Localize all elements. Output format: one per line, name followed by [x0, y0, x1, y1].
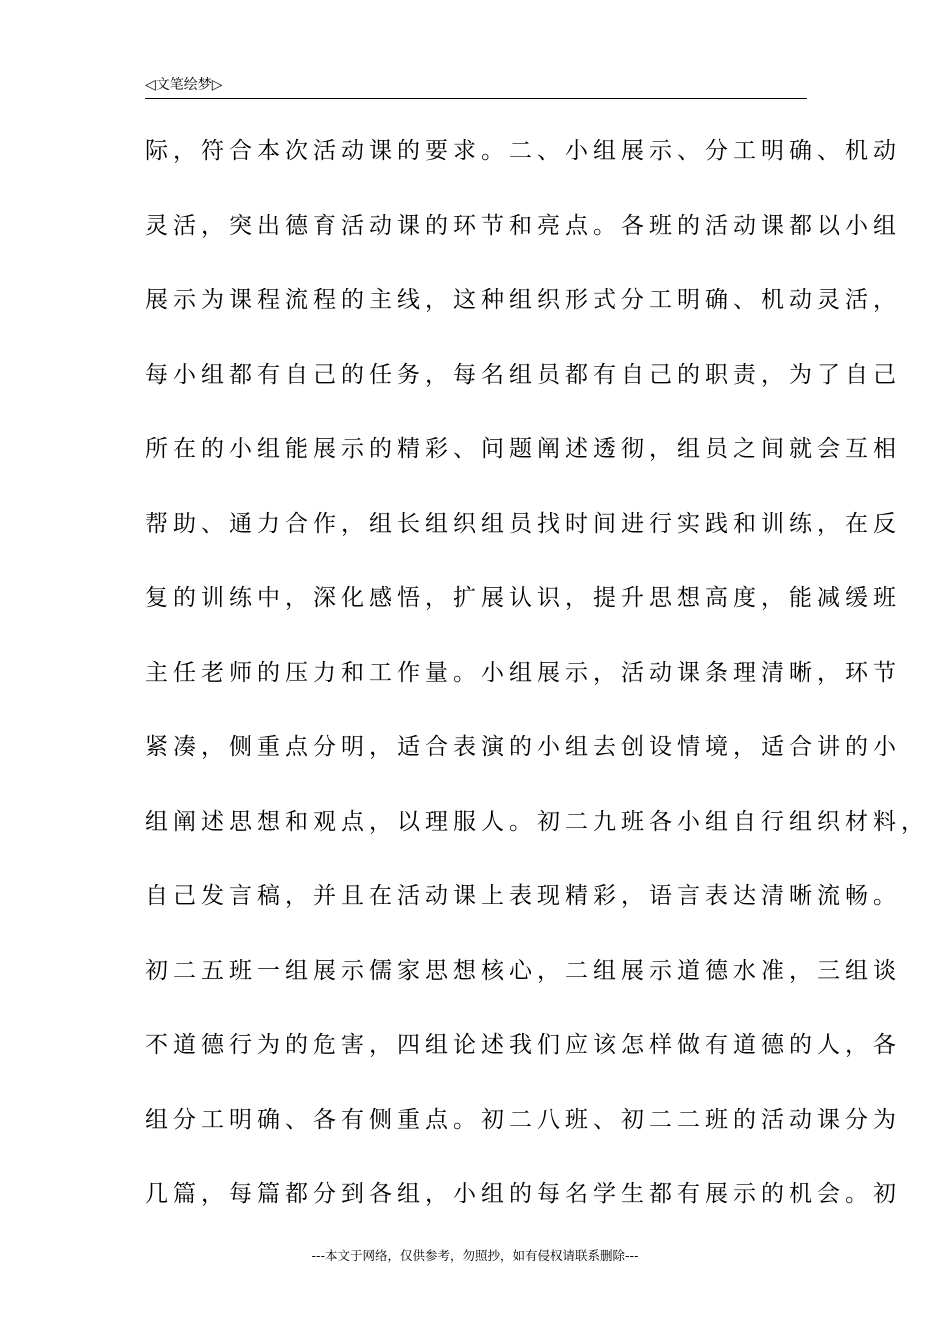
text-line: 初二五班一组展示儒家思想核心，二组展示道德水准，三组谈	[145, 957, 901, 984]
text-line: 所在的小组能展示的精彩、问题阐述透彻，组员之间就会互相	[145, 436, 901, 462]
text-line: 际，符合本次活动课的要求。二、小组展示、分工明确、机动	[145, 138, 901, 164]
page-header	[145, 74, 807, 99]
text-line: 复的训练中，深化感悟，扩展认识，提升思想高度，能减缓班	[145, 585, 901, 611]
text-line: 组阐述思想和观点，以理服人。初二九班各小组自行组织材料，	[145, 808, 929, 835]
text-line: 灵活，突出德育活动课的环节和亮点。各班的活动课都以小组	[145, 212, 901, 239]
text-line: 每小组都有自己的任务，每名组员都有自己的职责，为了自己	[145, 361, 901, 388]
text-line: 几篇，每篇都分到各组，小组的每名学生都有展示的机会。初	[145, 1181, 901, 1207]
text-line: 紧凑，侧重点分明，适合表演的小组去创设情境，适合讲的小	[145, 734, 901, 760]
text-line: 不道德行为的危害，四组论述我们应该怎样做有道德的人，各	[145, 1032, 901, 1058]
page-footer: ---本文于网络，仅供参考，勿照抄，如有侵权请联系删除---	[311, 1248, 639, 1263]
header-title: ◁文笔绘梦▷	[145, 77, 223, 93]
text-line: 展示为课程流程的主线，这种组织形式分工明确、机动灵活，	[145, 287, 901, 313]
body-text	[145, 131, 929, 1249]
text-line: 帮助、通力合作，组长组织组员找时间进行实践和训练，在反	[145, 510, 901, 537]
text-line: 组分工明确、各有侧重点。初二八班、初二二班的活动课分为	[145, 1106, 901, 1133]
text-line: 自己发言稿，并且在活动课上表现精彩，语言表达清晰流畅。	[145, 883, 901, 909]
text-line: 主任老师的压力和工作量。小组展示，活动课条理清晰，环节	[145, 659, 901, 686]
